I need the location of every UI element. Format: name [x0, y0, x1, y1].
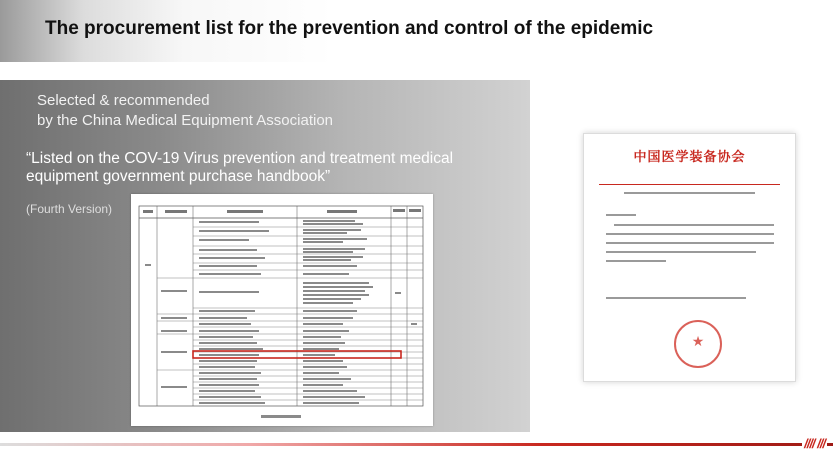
recommendation-line-2: by the China Medical Equipment Association: [37, 112, 334, 129]
letter-text-line: [606, 260, 666, 262]
letter-text-line: [606, 242, 774, 244]
letter-text-line: [606, 233, 774, 235]
association-letter-image: [583, 133, 796, 382]
recommendation-line-1: Selected & recommended: [37, 92, 210, 109]
handbook-quote: “Listed on the COV-19 Virus prevention and treatment medical equipment government purchase handbook”: [26, 150, 454, 185]
letter-text-line: [606, 297, 746, 299]
letter-text-line: [606, 214, 636, 216]
footer-slashes: //// ///: [804, 436, 825, 451]
letter-text-line: [606, 251, 756, 253]
letter-divider: [599, 184, 780, 185]
version-label: (Fourth Version): [26, 202, 113, 216]
page-title: The procurement list for the prevention and control of the epidemic: [45, 18, 654, 39]
footer-accent-bar: [0, 443, 833, 446]
letter-text-line: [624, 192, 755, 194]
procurement-list-document-image: [131, 194, 433, 426]
official-seal: [674, 320, 722, 368]
title-bar: [0, 0, 833, 62]
document-table-graphic: [131, 194, 433, 426]
letter-letterhead: 中国医学装备协会: [633, 150, 746, 165]
letter-text-line: [614, 224, 774, 226]
seal-star-icon: ★: [691, 333, 705, 349]
